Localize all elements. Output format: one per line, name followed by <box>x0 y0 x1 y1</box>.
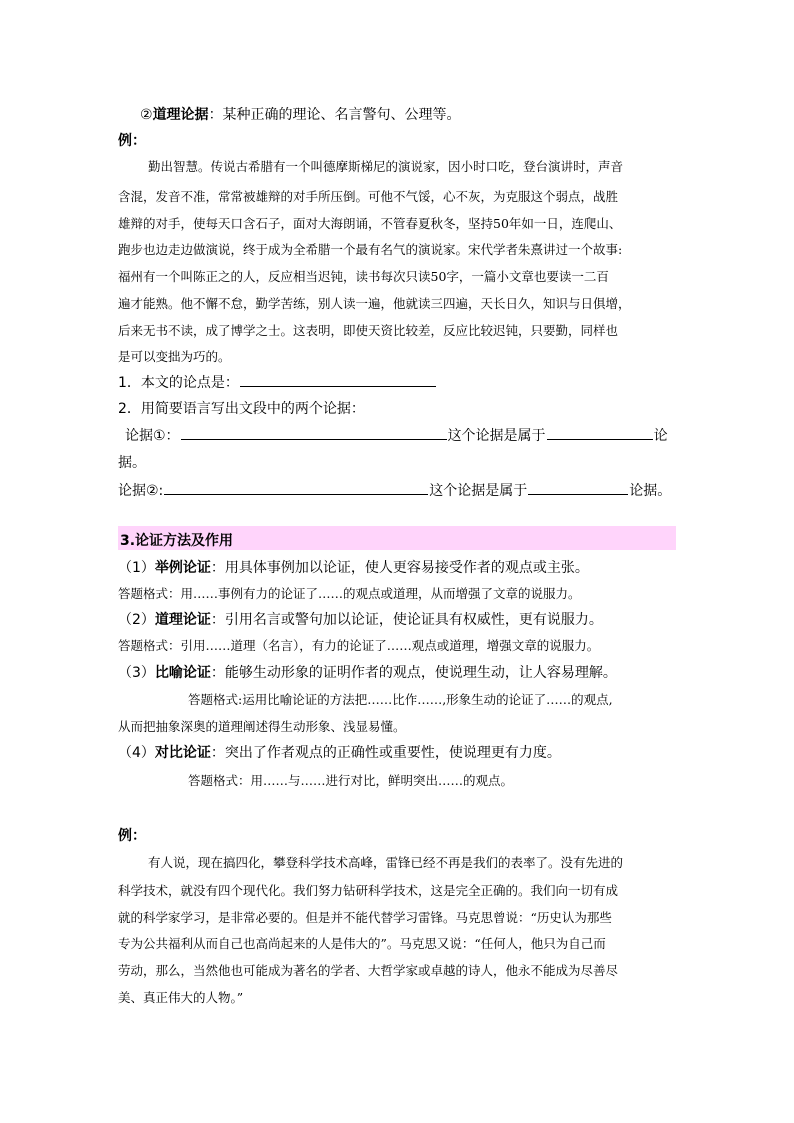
example-label-1: 例： <box>118 133 146 149</box>
passage1-line: 跑步也边走边做演说，终于成为全希腊一个最有名气的演说家。宋代学者朱熹讲过一个故事: <box>118 242 623 257</box>
argument-1-wrap: 据。 <box>118 455 146 471</box>
passage2-line: 劳动，那么，当然他也可能成为著名的学者、大哲学家或卓越的诗人，他永不能成为尽善尽 <box>118 963 619 978</box>
answer-blank-argument-2-type[interactable] <box>528 480 628 495</box>
section2-definition: ：某种正确的理论、名言警句、公理等。 <box>208 107 461 123</box>
method-1-desc: ：用具体事例加以论证，使人更容易接受作者的观点或主张。 <box>210 560 589 576</box>
argument-1-label: 论据①： <box>125 428 180 444</box>
method-2-term: 道理论证 <box>154 612 211 628</box>
method-4 <box>118 742 561 762</box>
argument-1-mid: 这个论据是属于 <box>447 428 546 444</box>
answer-blank-argument-1-type[interactable] <box>547 425 653 440</box>
argument-1-row <box>125 425 668 445</box>
method-3-answer-format-cont: 从而把抽象深奥的道理阐述得生动形象、浅显易懂。 <box>118 719 406 734</box>
method-4-answer-format: 答题格式：用……与……进行对比，鲜明突出……的观点。 <box>188 773 514 788</box>
method-4-num: （4） <box>118 745 155 761</box>
question-1-text: 1．本文的论点是： <box>118 375 239 391</box>
method-1-term: 举例论证 <box>154 560 211 576</box>
argument-1-end: 论 <box>653 428 668 444</box>
answer-blank-thesis[interactable] <box>240 372 436 387</box>
section3-title: 3.论证方法及作用 <box>120 533 234 549</box>
section2-marker: ② <box>140 107 153 123</box>
argument-2-row <box>118 480 671 500</box>
passage1-line: 遍才能熟。他不懈不怠，勤学苦练，别人读一遍，他就读三四遍，天长日久，知识与日俱增， <box>118 296 631 311</box>
section2-heading <box>140 104 461 124</box>
method-2-answer-format: 答题格式：引用……道理（名言），有力的论证了……观点或道理，增强文章的说服力。 <box>118 638 600 653</box>
passage1-line: 福州有一个叫陈正之的人，反应相当迟钝，读书每次只读50字，一篇小文章也要读一二百 <box>118 269 609 284</box>
method-2 <box>118 609 603 629</box>
method-2-num: （2） <box>118 612 155 628</box>
method-4-desc: ：突出了作者观点的正确性或重要性，使说理更有力度。 <box>210 745 561 761</box>
method-3 <box>118 662 617 682</box>
passage1-line: 后来无书不读，成了博学之士。这表明，即使天资比较差，反应比较迟钝，只要勤，同样也 <box>118 323 619 338</box>
passage2-line: 科学技术，就没有四个现代化。我们努力钻研科学技术，这是完全正确的。我们向一切有成 <box>118 883 619 898</box>
argument-2-end: 论据。 <box>629 483 672 499</box>
method-3-term: 比喻论证 <box>154 665 211 681</box>
passage2-line: 就的科学家学习，是非常必要的。但是并不能代替学习雷锋。马克思曾说：“历史认为那些 <box>118 910 612 925</box>
passage2-line: 有人说，现在搞四化，攀登科学技术高峰，雷锋已经不再是我们的表率了。没有先进的 <box>148 855 624 870</box>
answer-blank-argument-2[interactable] <box>164 480 428 495</box>
argument-2-label: 论据②: <box>118 483 164 499</box>
passage2-line: 美、真正伟大的人物。” <box>118 990 244 1005</box>
method-3-answer-format: 答题格式:运用比喻论证的方法把……比作……,形象生动的论证了……的观点, <box>188 692 613 707</box>
question-2: 2．用简要语言写出文段中的两个论据： <box>118 401 365 417</box>
passage1-line: 勤出智慧。传说古希腊有一个叫德摩斯梯尼的演说家，因小时口吃，登台演讲时，声音 <box>148 159 624 174</box>
argument-2-mid: 这个论据是属于 <box>429 483 528 499</box>
question-1 <box>118 372 437 392</box>
example-label-2: 例： <box>118 828 146 844</box>
method-2-desc: ：引用名言或警句加以论证，使论证具有权威性，更有说服力。 <box>210 612 603 628</box>
passage1-line: 雄辩的对手，使每天口含石子，面对大海朗诵，不管春夏秋冬，坚持50年如一日，连爬山、 <box>118 216 622 231</box>
passage1-line: 是可以变拙为巧的。 <box>118 349 231 364</box>
method-3-num: （3） <box>118 665 155 681</box>
answer-blank-argument-1[interactable] <box>181 425 447 440</box>
passage1-line: 含混，发音不准，常常被雄辩的对手所压倒。可他不气馁，心不灰，为克服这个弱点，战胜 <box>118 189 619 204</box>
method-1-answer-format: 答题格式：用……事例有力的论证了……的观点或道理，从而增强了文章的说服力。 <box>118 586 581 601</box>
method-3-desc: ：能够生动形象的证明作者的观点，使说理生动，让人容易理解。 <box>210 665 617 681</box>
passage2-line: 专为公共福利从而自己也高尚起来的人是伟大的”。马克思又说：“任何人，他只为自己而 <box>118 936 606 951</box>
section2-term: 道理论据 <box>152 107 209 123</box>
method-1-num: （1） <box>118 560 155 576</box>
method-4-term: 对比论证 <box>154 745 211 761</box>
method-1 <box>118 557 589 577</box>
